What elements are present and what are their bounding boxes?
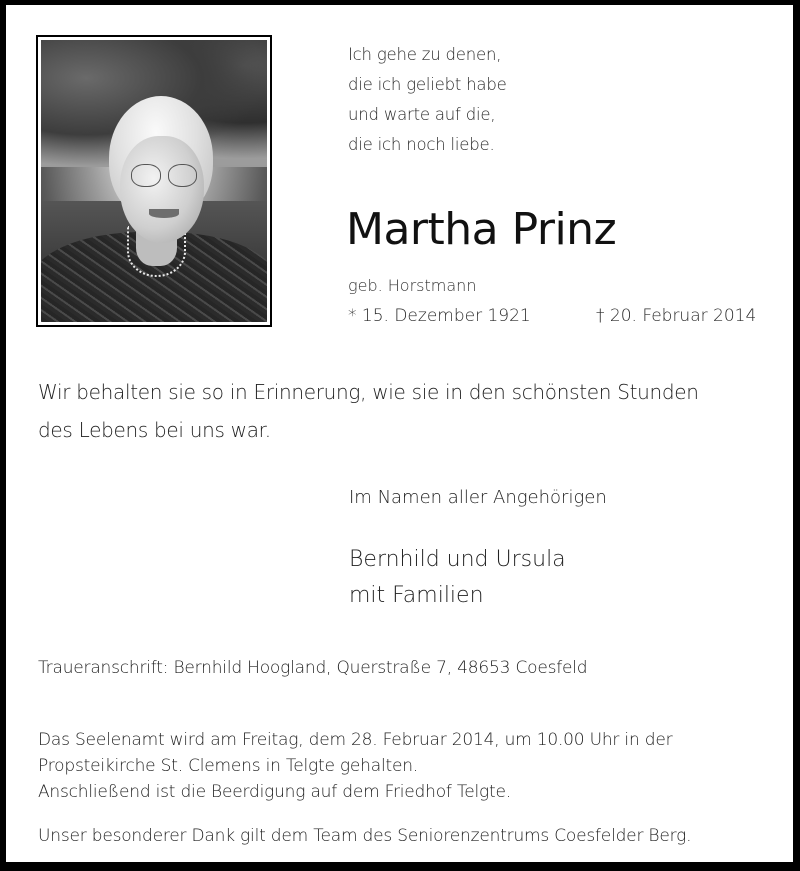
deceased-name: Martha Prinz [346,204,617,255]
photo-glasses-right [168,164,197,187]
death-date: † 20. Februar 2014 [596,306,757,326]
poem-line: die ich geliebt habe [348,75,507,94]
service-line: Anschließend ist die Beerdigung auf dem Friedhof Telgte. [38,782,511,802]
poem-line: die ich noch liebe. [348,135,495,154]
portrait-photo [41,40,267,322]
photo-face [120,136,204,243]
service-line: Propsteikirche St. Clemens in Telgte gehalten. [38,756,418,776]
quote-line: Wir behalten sie so in Erinnerung, wie sie in den schönsten Stunden [38,380,699,404]
birth-date: * 15. Dezember 1921 [348,306,531,326]
poem-line: Ich gehe zu denen, [348,45,502,64]
service-line: Das Seelenamt wird am Freitag, dem 28. Februar 2014, um 10.00 Uhr in der [38,730,673,750]
quote-line: des Lebens bei uns war. [38,418,271,442]
signer-line: mit Familien [349,583,484,608]
photo-mouth [149,209,178,217]
maiden-name: geb. Horstmann [348,276,477,295]
on-behalf-of-relatives: Im Namen aller Angehörigen [349,487,607,508]
mourner-signatures [349,542,566,614]
remembrance-quote [38,373,699,449]
memorial-poem [348,40,507,160]
poem-line: und warte auf die, [348,105,496,124]
acknowledgement: Unser besonderer Dank gilt dem Team des Seniorenzentrums Coesfelder Berg. [38,826,692,846]
photo-glasses-left [131,164,160,187]
mourning-address: Traueranschrift: Bernhild Hoogland, Querstraße 7, 48653 Coesfeld [38,658,588,678]
service-details [38,727,672,805]
signer-line: Bernhild und Ursula [349,547,566,572]
portrait-photo-frame [36,35,272,327]
